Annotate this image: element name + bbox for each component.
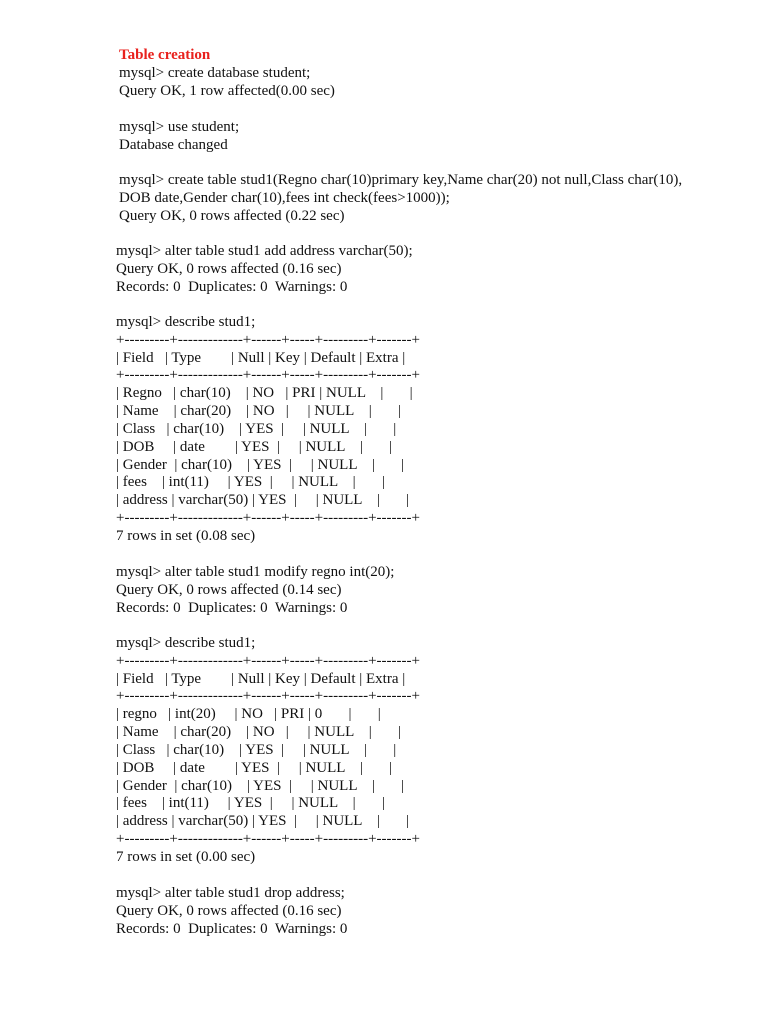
- text-block: [116, 564, 394, 617]
- text-line: mysql> create database student;: [119, 64, 311, 81]
- text-line: Records: 0 Duplicates: 0 Warnings: 0: [116, 599, 348, 616]
- text-line: DOB date,Gender char(10),fees int check(fees>1000));: [119, 189, 450, 206]
- text-block: [116, 314, 420, 546]
- text-line: | DOB | date | YES | | NULL | |: [116, 759, 393, 776]
- text-line: Query OK, 0 rows affected (0.14 sec): [116, 581, 342, 598]
- text-line: | DOB | date | YES | | NULL | |: [116, 438, 393, 455]
- text-line: mysql> use student;: [119, 119, 240, 135]
- text-line: | Gender | char(10) | YES | | NULL | |: [116, 456, 405, 473]
- text-line: | Name | char(20) | NO | | NULL | |: [116, 403, 401, 420]
- text-line: 7 rows in set (0.00 sec): [116, 848, 256, 865]
- text-line: Records: 0 Duplicates: 0 Warnings: 0: [116, 278, 348, 295]
- text-line: | Field | Type | Null | Key | Default | Extra |: [116, 670, 406, 687]
- text-line: | Class | char(10) | YES | | NULL | |: [116, 420, 397, 437]
- text-line: | Regno | char(10) | NO | PRI | NULL | |: [116, 385, 413, 402]
- section-title: Table creation: [119, 47, 211, 63]
- text-line: | fees | int(11) | YES | | NULL | |: [116, 795, 385, 812]
- text-line: mysql> alter table stud1 add address varchar(50);: [116, 243, 413, 259]
- text-line: Query OK, 1 row affected(0.00 sec): [119, 82, 335, 99]
- text-block: [116, 885, 347, 938]
- text-line: | Field | Type | Null | Key | Default | Extra |: [116, 349, 406, 366]
- text-line: | Name | char(20) | NO | | NULL | |: [116, 724, 401, 741]
- text-line: Records: 0 Duplicates: 0 Warnings: 0: [116, 920, 348, 937]
- text-block: [116, 635, 420, 867]
- text-line: Query OK, 0 rows affected (0.22 sec): [119, 207, 345, 224]
- text-block: [116, 243, 413, 296]
- text-line: Query OK, 0 rows affected (0.16 sec): [116, 260, 342, 277]
- text-line: 7 rows in set (0.08 sec): [116, 527, 256, 544]
- text-line: +---------+-------------+------+-----+---------+-------+: [116, 367, 420, 384]
- text-line: | Gender | char(10) | YES | | NULL | |: [116, 777, 405, 794]
- text-block: [119, 47, 335, 100]
- text-line: mysql> alter table stud1 drop address;: [116, 885, 345, 901]
- text-line: +---------+-------------+------+-----+---------+-------+: [116, 688, 420, 705]
- text-line: | Class | char(10) | YES | | NULL | |: [116, 741, 397, 758]
- text-line: +---------+-------------+------+-----+---------+-------+: [116, 652, 420, 669]
- text-block: [119, 119, 239, 155]
- text-line: +---------+-------------+------+-----+---------+-------+: [116, 331, 420, 348]
- text-block: [119, 172, 682, 225]
- text-line: mysql> alter table stud1 modify regno int(20);: [116, 564, 395, 580]
- text-line: mysql> describe stud1;: [116, 314, 256, 330]
- text-line: | fees | int(11) | YES | | NULL | |: [116, 474, 385, 491]
- text-line: mysql> create table stud1(Regno char(10)primary key,Name char(20) not null,Class char(10),: [119, 172, 683, 188]
- text-line: Query OK, 0 rows affected (0.16 sec): [116, 902, 342, 919]
- text-line: mysql> describe stud1;: [116, 635, 256, 651]
- text-line: | regno | int(20) | NO | PRI | 0 | |: [116, 706, 381, 723]
- text-line: | address | varchar(50) | YES | | NULL | |: [116, 492, 410, 509]
- text-line: +---------+-------------+------+-----+---------+-------+: [116, 831, 420, 848]
- text-line: +---------+-------------+------+-----+---------+-------+: [116, 510, 420, 527]
- text-line: Database changed: [119, 136, 228, 153]
- text-line: | address | varchar(50) | YES | | NULL | |: [116, 813, 410, 830]
